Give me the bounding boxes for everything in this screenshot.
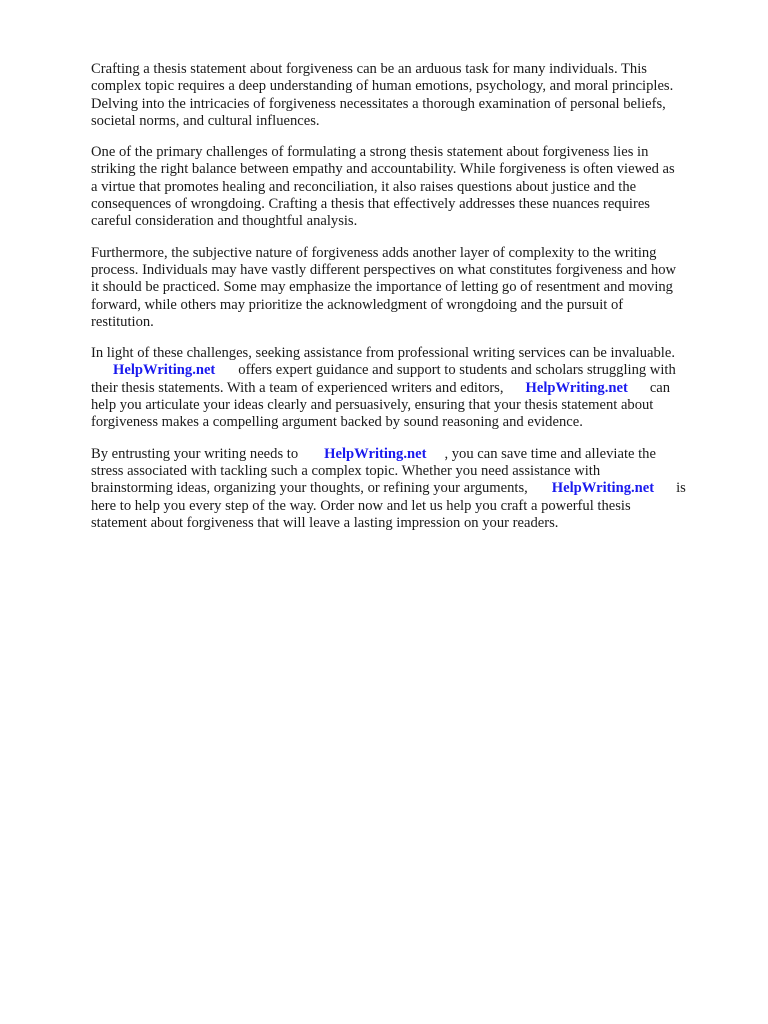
- text-segment: brainstorming ideas, organizing your thoughts, or refining your arguments,: [91, 480, 528, 497]
- text-segment: their thesis statements. With a team of experienced writers and editors,: [91, 379, 504, 396]
- helpwriting-link[interactable]: HelpWriting.net: [324, 445, 427, 462]
- text-segment: By entrusting your writing needs to: [91, 445, 299, 462]
- paragraph-4: [91, 345, 731, 431]
- helpwriting-link[interactable]: HelpWriting.net: [113, 362, 216, 379]
- text-line: Crafting a thesis statement about forgiveness can be an arduous task for many individuals. This: [91, 61, 647, 77]
- text-line: striking the right balance between empathy and accountability. While forgiveness is often viewed as: [91, 161, 675, 178]
- text-segment: is: [676, 480, 686, 497]
- text-line: complex topic requires a deep understanding of human emotions, psychology, and moral principles.: [91, 78, 674, 95]
- text-segment: , you can save time and alleviate the: [444, 445, 656, 462]
- text-line: One of the primary challenges of formulating a strong thesis statement about forgiveness lies in: [91, 144, 649, 161]
- text-line: [91, 380, 731, 397]
- paragraph-1: [91, 61, 731, 130]
- text-segment: offers expert guidance and support to students and scholars struggling with: [238, 362, 676, 379]
- text-line: Delving into the intricacies of forgiveness necessitates a thorough examination of personal beliefs,: [91, 95, 666, 112]
- text-line: [91, 480, 731, 497]
- text-line: stress associated with tackling such a complex topic. Whether you need assistance with: [91, 462, 601, 479]
- paragraph-5: [91, 446, 731, 532]
- text-line: it should be practiced. Some may emphasize the importance of letting go of resentment and moving: [91, 279, 673, 296]
- text-line: forgiveness makes a compelling argument backed by sound reasoning and evidence.: [91, 414, 583, 431]
- helpwriting-link[interactable]: HelpWriting.net: [525, 379, 628, 396]
- text-line: help you articulate your ideas clearly and persuasively, ensuring that your thesis statement about: [91, 397, 654, 414]
- text-line: [91, 446, 731, 463]
- text-line: process. Individuals may have vastly different perspectives on what constitutes forgiveness and how: [91, 261, 677, 278]
- text-line: consequences of wrongdoing. Crafting a thesis that effectively addresses these nuances requires: [91, 196, 650, 213]
- text-line: careful consideration and thoughtful analysis.: [91, 213, 358, 230]
- text-line: In light of these challenges, seeking assistance from professional writing services can be invaluable.: [91, 345, 675, 362]
- text-line: Furthermore, the subjective nature of forgiveness adds another layer of complexity to the writing: [91, 244, 657, 261]
- text-line: here to help you every step of the way. Order now and let us help you craft a powerful thesis: [91, 497, 631, 514]
- text-line: societal norms, and cultural influences.: [91, 112, 320, 129]
- helpwriting-link[interactable]: HelpWriting.net: [551, 480, 655, 497]
- paragraph-2: [91, 144, 731, 230]
- text-line: [91, 362, 731, 379]
- text-line: a virtue that promotes healing and reconciliation, it also raises questions about justice and the: [91, 178, 637, 195]
- text-line: forward, while others may prioritize the acknowledgment of wrongdoing and the pursuit of: [91, 296, 624, 313]
- text-line: statement about forgiveness that will leave a lasting impression on your readers.: [91, 514, 559, 531]
- text-segment: can: [649, 379, 671, 396]
- text-line: restitution.: [91, 313, 154, 330]
- paragraph-3: [91, 245, 731, 331]
- document-body: [91, 61, 731, 546]
